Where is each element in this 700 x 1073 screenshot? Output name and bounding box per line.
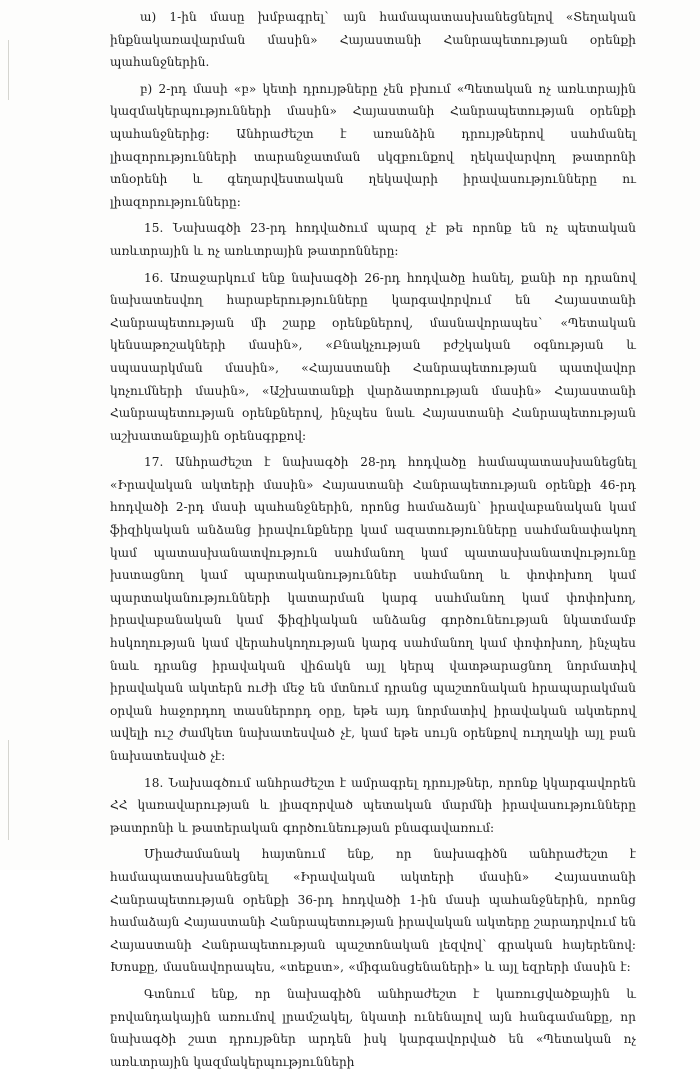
paragraph-16: 16. Առաջարկում ենք նախագծի 26-րդ հոդվածը հանել, քանի որ դրանով նախատեսվող հարաբերությունները կարգավորվում են Հայաստանի Հանրապետության մի շարք օրենքներով, մասնավորապես` «Պետական կենսաթոշակների մասին», «Բնակչության բժշկական օգնության և սպասարկման մասին», «Հայաստանի Հանրապետության պատվավոր կոչումների մասին», «Աշխատանքի վարձատրության մասին» Հայաստանի Հանրապետության օրենքներով, ինչպես նաև Հայաստանի Հանրապետության աշխատանքային օրենսգրքով: xyxy=(110,270,636,443)
paragraph-item-a: ա) 1-ին մասը խմբագրել` այն համապատասխանեցնելով «Տեղական ինքնակառավարման մասին» Հայաստանի Հանրապետության օրենքի պահանջներին. xyxy=(110,10,636,70)
paragraph-conclusion: Գտնում ենք, որ նախագիծն անհրաժեշտ է կառուցվածքային և բովանդակային առումով լրամշակել, նկատի ունենալով այն հանգամանքը, որ նախագծի շատ դրույթներ արդեն իսկ կարգավորված են «Պետական ոչ առևտրային կազմակերպությունների xyxy=(110,986,636,1069)
paragraph-15: 15. Նախագծի 23-րդ հոդվածում պարզ չէ թե որոնք են ոչ պետական առևտրային և ոչ առևտրային թատրոնները: xyxy=(110,221,636,258)
paragraph-item-b: բ) 2-րդ մասի «բ» կետի դրույթները չեն բխում «Պետական ոչ առևտրային կազմակերպությունների մասին» Հայաստանի Հանրապետության օրենքի պահանջներից: Անհրաժեշտ է առանձին դրույթներով սահմանել լիազորությունների տարանջատման սկզբունքով ղեկավարվող թատրոնի տնօրենի և գեղարվեստական ղեկավարի իրավասությունները ու լիազորությունները: xyxy=(110,81,636,209)
paragraph-language-note: Միաժամանակ հայտնում ենք, որ նախագիծն անհրաժեշտ է համապատասխանեցնել «Իրավական ակտերի մասին» Հայաստանի Հանրապետության օրենքի 36-րդ հոդվածի 1-ին մասի պահանջներին, որոնց համաձայն Հայաստանի Հանրապետության իրավական ակտերը շարադրվում են Հայաստանի Հանրապետության պաշտոնական լեզվով` գրական հայերենով: Խոսքը, մասնավորապես, «տեքստ», «միգանսցենաների» և այլ եզրերի մասին է: xyxy=(110,847,636,975)
paragraph-17: 17. Անհրաժեշտ է նախագծի 28-րդ հոդվածը համապատասխանեցնել «Իրավական ակտերի մասին» Հայաստանի Հանրապետության օրենքի 46-րդ հոդվածի 2-րդ մասի պահանջներին, որոնց համաձայն` իրավաբանական կամ ֆիզիկական անձանց իրավունքները կամ ազատությունները սահմանափակող կամ պատասխանատվություն սահմանող կամ պատասխանատվությունը խստացնող կամ պարտականություններ սահմանող և փոփոխող կամ պարտականությունների կատարման կարգ սահմանող կամ փոփոխող, իրավաբանական կամ ֆիզիկական անձանց գործունեության նկատմամբ հսկողության կամ վերահսկողության կարգ սահմանող կամ փոփոխող, ինչպես նաև դրանց իրավական վիճակն այլ կերպ վատթարացնող նորմատիվ իրավական ակտերն ուժի մեջ են մտնում դրանց պաշտոնական հրապարակման օրվան հաջորդող տասներորդ օրը, եթե այդ նորմատիվ իրավական ակտերով ավելի ուշ ժամկետ նախատեսված չէ, կամ եթե սույն օրենքով ուղղակի այլ բան նախատեսված չէ: xyxy=(110,455,636,763)
scan-edge-mark xyxy=(8,740,9,840)
scan-edge-mark xyxy=(8,40,9,100)
paragraph-18: 18. Նախագծում անհրաժեշտ է ամրագրել դրույթներ, որոնք կկարգավորեն ՀՀ կառավարության և լիազորված պետական մարմնի իրավասությունները թատրոնի և թատերական գործունեության բնագավառում: xyxy=(110,775,636,835)
